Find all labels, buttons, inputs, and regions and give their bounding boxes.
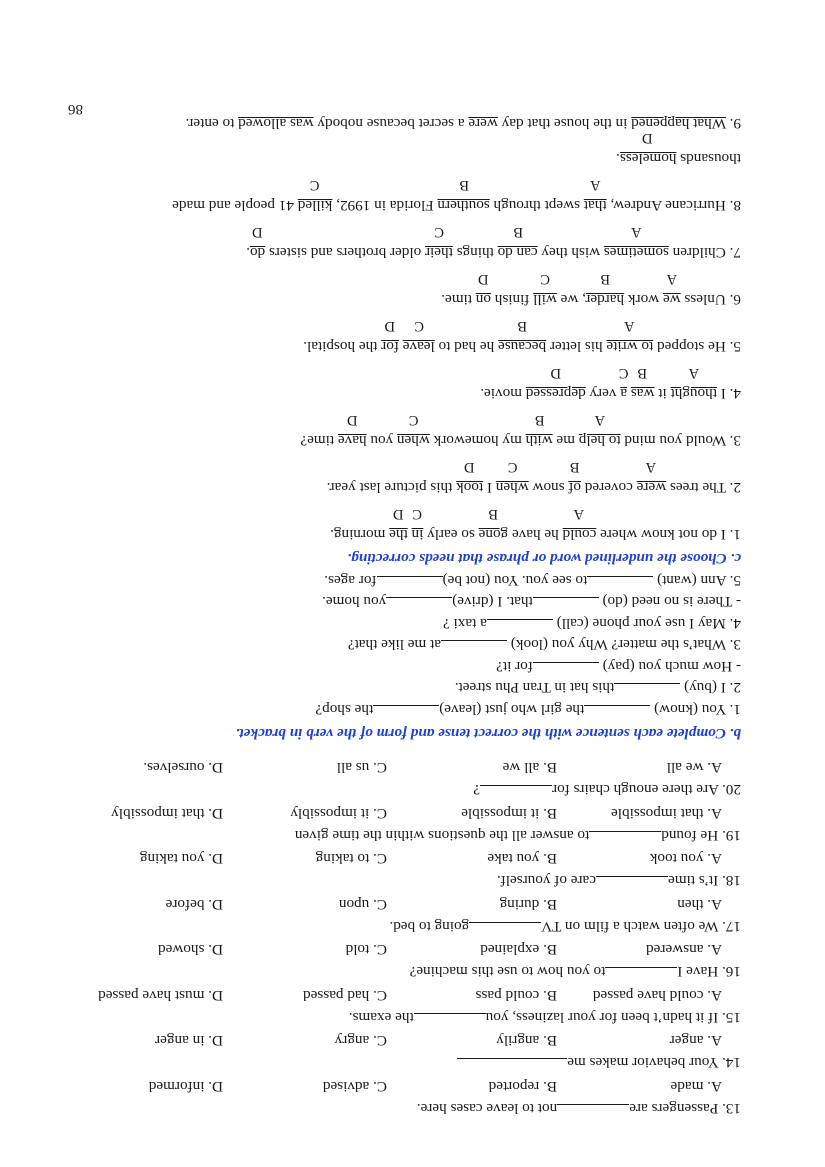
question-number: 19. (718, 827, 741, 844)
answer-option: A. then (677, 896, 722, 913)
answer-option: B. all we (502, 759, 557, 777)
underlined-option: on (475, 291, 491, 308)
underlined-option: when (495, 479, 529, 496)
question-number: 18. (718, 872, 741, 890)
underlined-option: took (456, 479, 484, 496)
fill-in-line (70, 700, 741, 718)
sentence-text: 3. Would you mind (620, 432, 741, 449)
question-stem (70, 963, 741, 981)
answer-option: B. reported (488, 1078, 557, 1095)
option-letters (0, 318, 741, 334)
sentence-text: this picture last year. (326, 479, 457, 496)
underlined-option: a (620, 385, 628, 402)
error-correction-item (70, 337, 741, 355)
sentence-text: movie. (480, 385, 526, 402)
underlined-option: will (533, 291, 557, 308)
fill-in-text: for ages. (324, 572, 377, 589)
answer-blank (457, 1059, 567, 1072)
underlined-option: in (411, 526, 424, 543)
underlined-option: homeless (619, 150, 677, 167)
fill-in-line (70, 679, 741, 697)
answer-blank (480, 786, 552, 799)
underlined-option: were (636, 479, 667, 496)
sentence-text: , we (556, 291, 586, 308)
fill-in-line (70, 657, 741, 675)
fill-in-line (70, 614, 741, 632)
underlined-option: their (425, 244, 453, 261)
error-correction-item (70, 114, 741, 132)
option-letter: C (434, 224, 444, 240)
error-correction-item (70, 290, 741, 308)
sentence-text (627, 385, 631, 402)
underlined-option: sometimes (603, 244, 669, 261)
question-number: 16. (718, 963, 741, 981)
option-letter: D (384, 318, 395, 334)
sentence-text: to enter. (185, 115, 239, 132)
answer-option: D. that impossibly (111, 805, 223, 822)
sentence-text: 9. (726, 115, 741, 132)
fill-in-line (70, 636, 741, 654)
answer-blank (557, 1104, 629, 1117)
underlined-option: with (525, 432, 553, 449)
sentence-text: 8. Hurricane Andrew, (606, 197, 741, 214)
sentence-text: in the house that day (497, 115, 632, 132)
underlined-option: killed (297, 197, 333, 214)
option-letter: B (637, 365, 647, 381)
sentence-text: . (616, 150, 620, 167)
option-letter: C (408, 412, 419, 428)
question-stem (70, 1008, 741, 1026)
option-letter: D (347, 412, 358, 428)
fill-in-text: 2. I (buy) (680, 679, 741, 697)
answer-option: D. ourselves. (143, 759, 223, 777)
option-letter: C (618, 365, 629, 381)
answer-blank (373, 705, 439, 718)
sentence-text: 2. The trees (666, 479, 741, 496)
sentence-text (408, 526, 412, 543)
answer-blank (605, 968, 677, 981)
answer-blank (587, 576, 653, 589)
question-text: to answer all the questions within the time given (294, 827, 590, 844)
fill-in-text: 3. What’s the matter? Why you (look) (507, 636, 741, 654)
answer-option: D. before (165, 896, 223, 913)
fill-in-text: a taxi ? (443, 615, 487, 632)
sentence-text: wish they (537, 244, 604, 261)
answer-option: A. could have passed (592, 987, 722, 1004)
answer-option: D. informed (148, 1078, 223, 1095)
option-letters (0, 506, 741, 522)
sentence-text: 5. He stopped (653, 338, 741, 355)
answer-option: A. we all (666, 759, 722, 777)
underlined-option: because (498, 338, 547, 355)
error-correction-item (70, 431, 741, 449)
underlined-option: What happened (631, 115, 727, 132)
error-correction-item (70, 149, 741, 167)
option-letter: A (688, 365, 699, 381)
fill-in-line (70, 571, 741, 589)
underlined-option: gone (478, 526, 509, 543)
option-letter: C (412, 506, 422, 522)
option-letter: A (631, 224, 642, 240)
fill-in-text: the shop? (315, 701, 374, 718)
option-letter: A (594, 412, 605, 428)
question-text: Passengers are (629, 1100, 719, 1117)
answer-option: C. upon (338, 896, 387, 913)
question-text: Your behavior makes me (567, 1054, 719, 1072)
underlined-option: when (396, 432, 430, 449)
option-letters (0, 224, 741, 240)
sentence-text: time? (300, 432, 338, 449)
sentence-text: 4. I (716, 385, 741, 402)
question-stem (70, 781, 741, 799)
underlined-option: harder (585, 291, 625, 308)
question-text: to you how to use this machine? (409, 963, 606, 981)
page-number: 86 (68, 101, 83, 117)
fill-in-text: 4. May I use your phone (call) (552, 615, 741, 632)
option-letters (0, 130, 741, 146)
option-letter: C (507, 459, 518, 475)
option-letter: B (569, 459, 580, 475)
section-c-heading: c. Choose the underlined word or phrase that needs correcting. (347, 550, 741, 567)
error-correction-item (70, 384, 741, 402)
option-letter: D (550, 365, 561, 381)
answer-option: C. advised (322, 1078, 387, 1095)
answer-blank (614, 684, 680, 697)
underlined-option: the (389, 526, 408, 543)
sentence-text: 6. Unless (680, 291, 741, 308)
answer-option: C. angry (334, 1032, 387, 1050)
question-text: We often watch a film on TV (541, 918, 719, 935)
question-text: Are there enough chairs for (552, 781, 720, 799)
option-letter: D (252, 224, 263, 240)
fill-in-text: - There is no need (do) (598, 593, 741, 611)
option-letter: C (309, 177, 320, 193)
answer-option: B. could pass (475, 987, 557, 1004)
sentence-text: he have (508, 526, 563, 543)
fill-in-text: at me like that? (347, 636, 442, 654)
fill-in-text: 5. Ann (want) (653, 572, 741, 589)
option-letter: A (573, 506, 584, 522)
question-stem (70, 872, 741, 890)
sentence-text: my homework (429, 432, 526, 449)
question-number: 14. (718, 1054, 741, 1072)
underlined-option: can do (497, 244, 538, 261)
answer-option: C. had passed (303, 987, 387, 1004)
option-letter: C (540, 271, 550, 287)
option-letters (0, 459, 741, 475)
error-correction-item (70, 196, 741, 214)
answer-blank (533, 598, 599, 611)
underlined-option: were (468, 115, 498, 132)
sentence-text: you (366, 432, 397, 449)
fill-in-text: for it? (496, 658, 533, 675)
answer-option: A. that impossible (611, 805, 722, 822)
sentence-text: so early (423, 526, 479, 543)
option-letters (0, 365, 741, 381)
underlined-option: to help (578, 432, 621, 449)
sentence-text: . (246, 244, 250, 261)
sentence-text: thousands (676, 150, 741, 167)
question-text: He found (661, 827, 719, 844)
sentence-text (399, 338, 403, 355)
option-letters (0, 177, 741, 193)
sentence-text: his letter (546, 338, 607, 355)
answer-option: D. in anger (155, 1032, 223, 1050)
answer-blank (487, 619, 553, 632)
option-letter: B (488, 506, 498, 522)
fill-in-line (70, 593, 741, 611)
sentence-text: finish (491, 291, 534, 308)
answer-blank (589, 831, 661, 844)
answer-option: C. us all (336, 759, 387, 777)
question-text: going to bed. (389, 918, 470, 935)
underlined-option: that (583, 197, 607, 214)
answer-option: A. anger (669, 1032, 722, 1050)
answer-blank (596, 877, 668, 890)
fill-in-text: to see you. You (not be) (442, 572, 588, 589)
question-stem (70, 917, 741, 935)
answer-option: B. it impossible (461, 805, 557, 822)
question-text: ? (473, 781, 481, 799)
answer-blank (377, 576, 443, 589)
sentence-text: older brothers and sisters (265, 244, 426, 261)
answer-option: B. angrily (496, 1032, 557, 1050)
sentence-text: me (552, 432, 579, 449)
question-text: It’s time (668, 872, 719, 890)
question-text: Have I (677, 963, 719, 981)
option-letter: B (513, 224, 523, 240)
sentence-text: covered (581, 479, 637, 496)
sentence-text: morning. (330, 526, 390, 543)
answer-option: C. to taking (315, 850, 387, 868)
answer-option: B. during (499, 896, 557, 913)
fill-in-text: - How much you (pay) (598, 658, 741, 675)
sentence-text: swept through (489, 197, 584, 214)
underlined-option: depressed (525, 385, 586, 402)
sentence-text: 7. Children (668, 244, 741, 261)
sentence-text: 41 people and made (172, 197, 298, 214)
underlined-option: to write (606, 338, 654, 355)
sentence-text: time. (441, 291, 476, 308)
answer-option: A. you took (649, 850, 722, 868)
question-text: not to leave cases here. (416, 1100, 558, 1117)
option-letter: D (393, 506, 404, 522)
question-number: 15. (718, 1009, 741, 1026)
sentence-text: the hospital. (303, 338, 382, 355)
answer-option: D. showed (158, 941, 223, 959)
fill-in-text: this hat in Tran Phu street. (454, 679, 615, 697)
question-text: If it hadn’t been for your laziness, you (485, 1009, 719, 1026)
option-letters (0, 412, 741, 428)
question-number: 20. (719, 781, 741, 799)
sentence-text: 1. I do not know where (596, 526, 741, 543)
option-letter: A (590, 177, 601, 193)
option-letter: D (464, 459, 475, 475)
option-letter: A (666, 271, 677, 287)
question-stem (70, 1099, 741, 1117)
fill-in-text: that. I (drive) (452, 593, 533, 611)
sentence-text: snow (528, 479, 569, 496)
answer-blank (533, 662, 599, 675)
underlined-option: do (249, 244, 266, 261)
question-number: 17. (718, 918, 741, 935)
answer-option: B. you take (487, 850, 557, 868)
underlined-option: we (662, 291, 681, 308)
option-letter: A (624, 318, 635, 334)
error-correction-item (70, 525, 741, 543)
option-letter: B (517, 318, 527, 334)
answer-option: B. explained (480, 941, 557, 959)
option-letter: D (642, 130, 653, 146)
fill-in-text: the girl who just (leave) (439, 701, 585, 718)
underlined-option: leave (402, 338, 435, 355)
answer-blank (386, 598, 452, 611)
option-letter: B (600, 271, 610, 287)
sentence-text: it (654, 385, 671, 402)
underlined-option: southern (437, 197, 490, 214)
sentence-text: Florida in 1992, (332, 197, 438, 214)
option-letter: C (414, 318, 424, 334)
section-b-heading: b. Complete each sentence with the correct tense and form of the verb in bracket. (235, 725, 741, 742)
answer-option: A. answered (646, 941, 722, 959)
option-letters (0, 271, 741, 287)
question-number: 13. (718, 1100, 741, 1117)
answer-blank (469, 922, 541, 935)
underlined-option: thought (670, 385, 717, 402)
answer-option: A. made (670, 1078, 722, 1095)
question-text: the exams. (348, 1009, 414, 1026)
option-letter: D (478, 271, 489, 287)
option-letter: A (645, 459, 656, 475)
answer-blank (414, 1013, 486, 1026)
answer-option: C. it impossibly (290, 805, 387, 822)
question-stem (70, 1054, 741, 1072)
underlined-option: for (381, 338, 399, 355)
error-correction-item (70, 243, 741, 261)
sentence-text: a secret because nobody (313, 115, 469, 132)
answer-option: D. you taking (139, 850, 223, 868)
option-letter: B (534, 412, 545, 428)
fill-in-text: you home. (322, 593, 387, 611)
underlined-option: have (337, 432, 367, 449)
answer-blank (584, 705, 650, 718)
answer-option: C. told (345, 941, 387, 959)
option-letter: B (459, 177, 469, 193)
question-text: care of yourself. (496, 872, 597, 890)
sentence-text: work (624, 291, 663, 308)
underlined-option: was allowed (238, 115, 314, 132)
underlined-option: of (568, 479, 582, 496)
fill-in-text: 1. You (know) (650, 701, 741, 718)
question-stem (70, 826, 741, 844)
answer-blank (441, 641, 507, 654)
underlined-option: was (630, 385, 655, 402)
sentence-text: very (585, 385, 621, 402)
sentence-text: he had to (434, 338, 499, 355)
sentence-text: things (452, 244, 498, 261)
sentence-text: I (483, 479, 496, 496)
underlined-option: could (562, 526, 597, 543)
answer-option: D. must have passed (98, 987, 223, 1004)
error-correction-item (70, 478, 741, 496)
